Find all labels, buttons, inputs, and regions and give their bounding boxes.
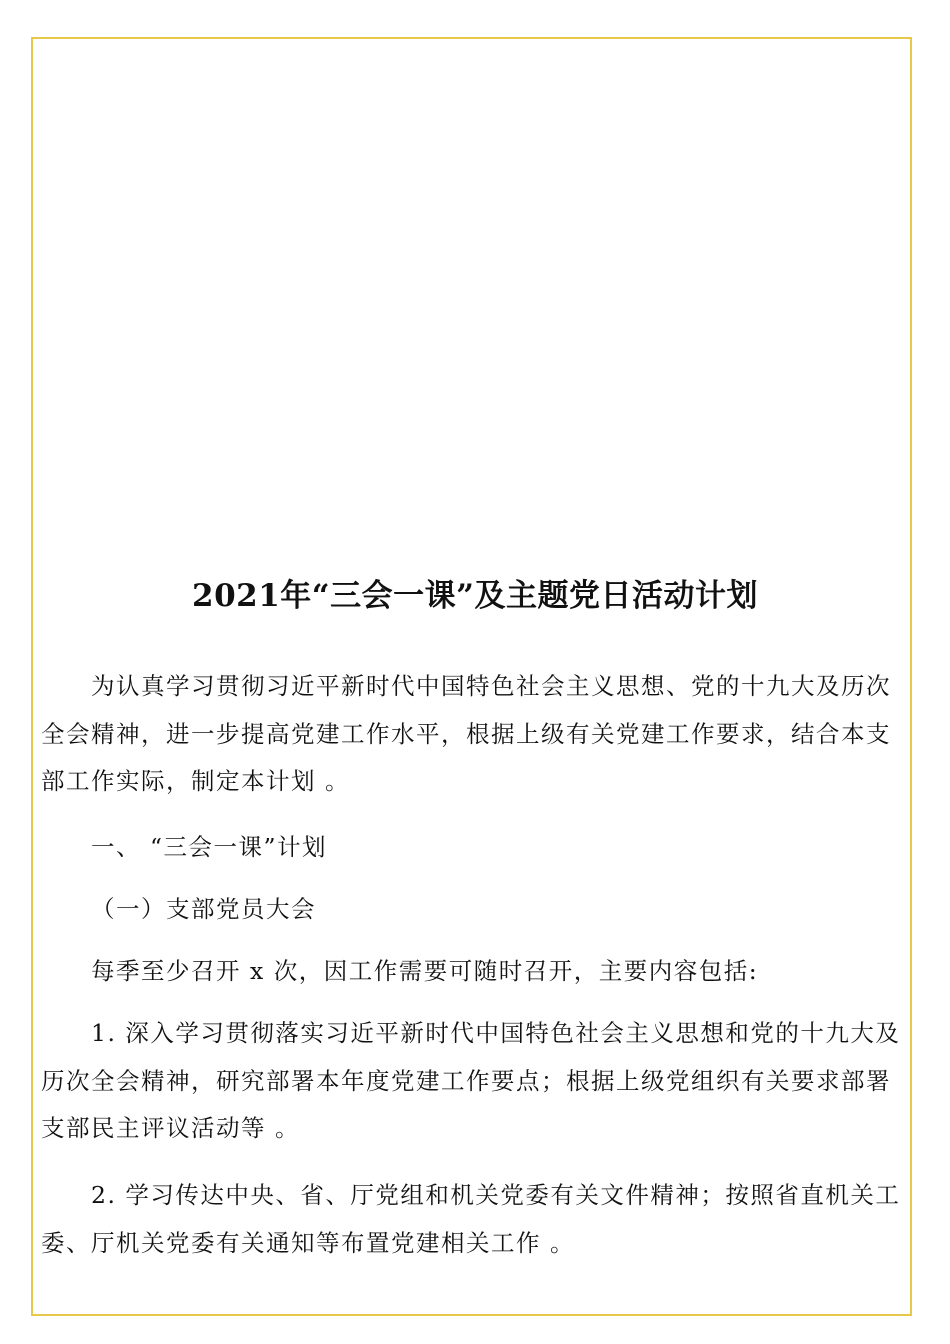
item-1-text: 1. 深入学习贯彻落实习近平新时代中国特色社会主义思想和党的十九大及历次全会精神，研究部署本年度党建工作要点；根据上级党组织有关要求部署支部民主评议活动等 。 [41, 1019, 901, 1142]
intro-paragraph [41, 663, 909, 806]
frequency-text: 每季至少召开 x 次，因工作需要可随时召开，主要内容包括: [91, 957, 759, 985]
list-item [41, 1010, 909, 1153]
list-item [41, 1172, 909, 1267]
document-title: 2021年“三会一课”及主题党日活动计划 [192, 578, 758, 614]
subsection-1-heading: （一）支部党员大会 [91, 895, 316, 923]
frequency-paragraph [41, 948, 909, 996]
section-1-heading: 一、 “三会一课”计划 [91, 833, 327, 861]
intro-text: 为认真学习贯彻习近平新时代中国特色社会主义思想、党的十九大及历次全会精神，进一步提高党建工作水平，根据上级有关党建工作要求，结合本支部工作实际，制定本计划 。 [41, 672, 891, 795]
subsection-heading [41, 886, 909, 934]
section-heading [41, 824, 909, 872]
item-2-text: 2. 学习传达中央、省、厅党组和机关党委有关文件精神；按照省直机关工委、厅机关党委有关通知等布置党建相关工作 。 [41, 1181, 901, 1257]
